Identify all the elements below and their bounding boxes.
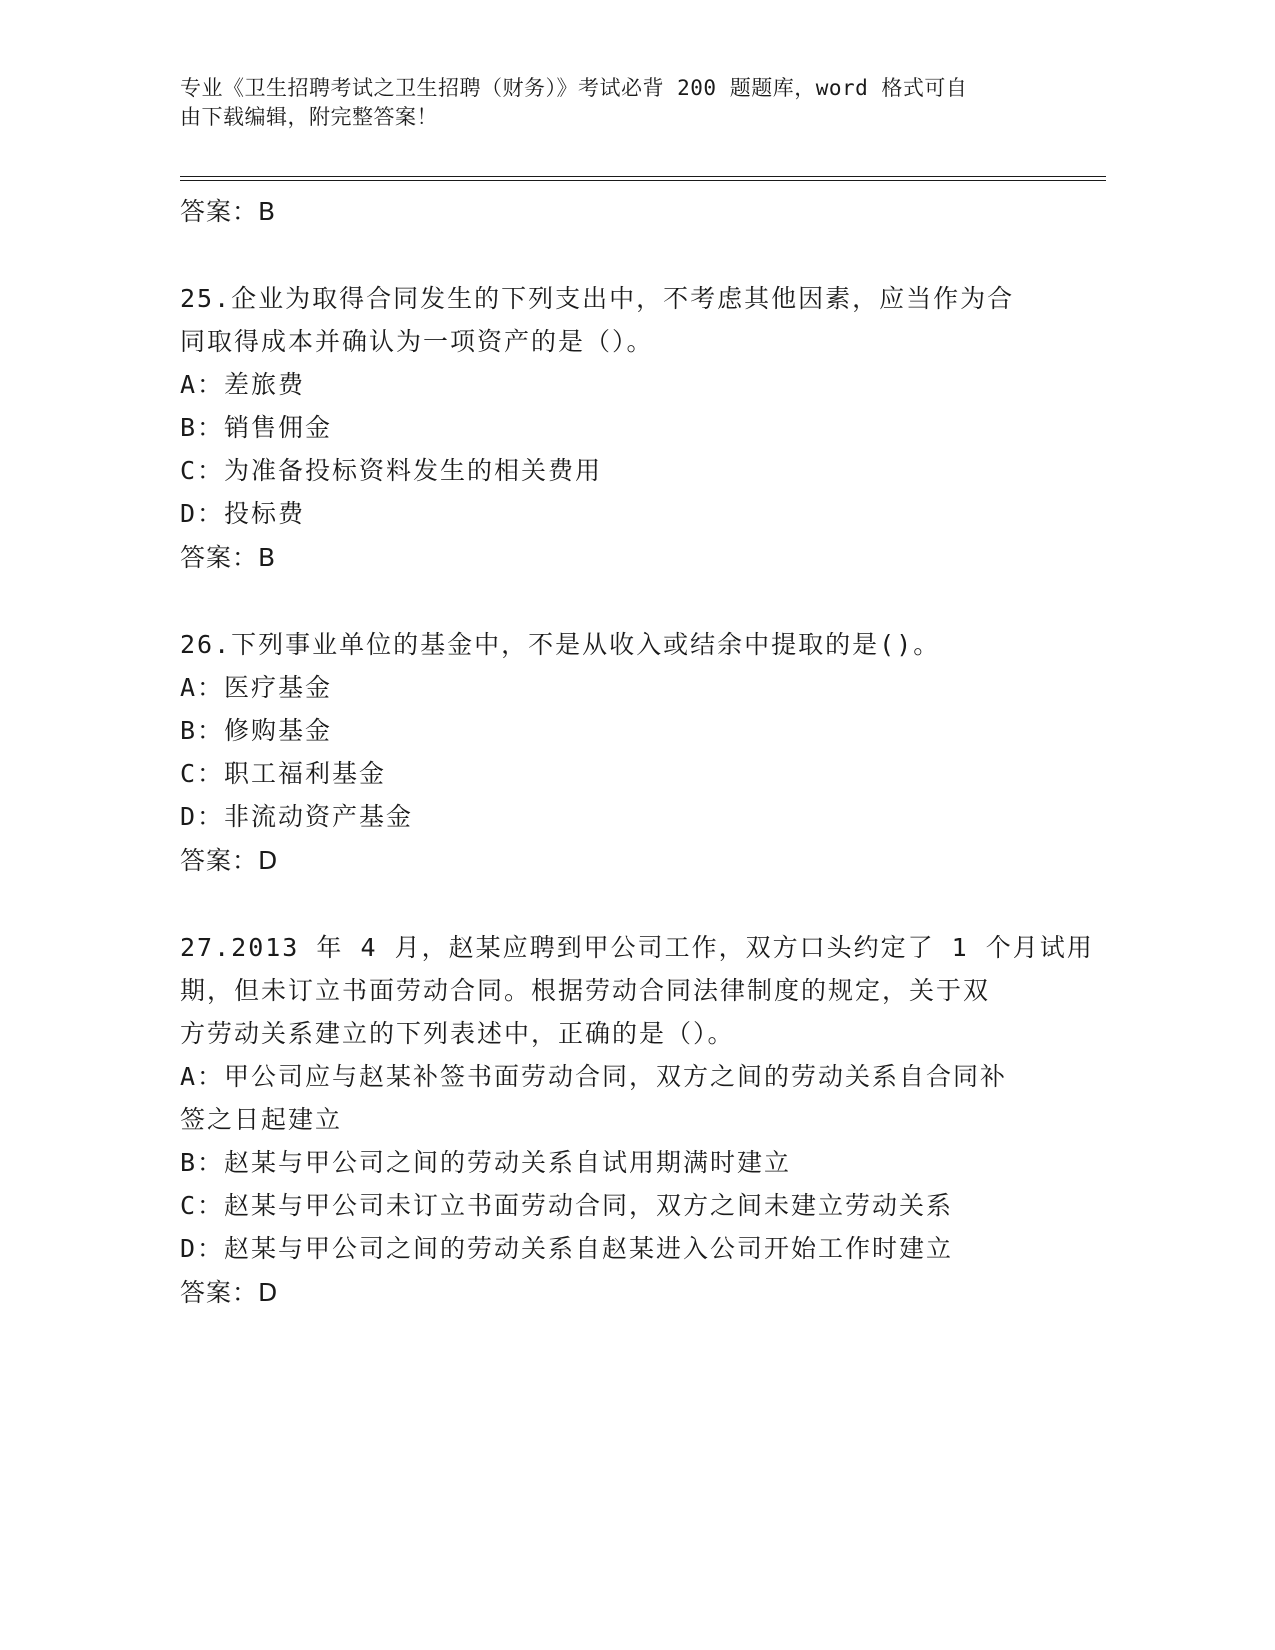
option-a: A：医疗基金 <box>180 673 333 702</box>
question-answer <box>180 535 1060 580</box>
option-d: D：非流动资产基金 <box>180 802 414 831</box>
spacer <box>180 580 1060 623</box>
answer-value: D <box>258 846 279 875</box>
option-a: A：差旅费 <box>180 370 306 399</box>
option-c: C：为准备投标资料发生的相关费用 <box>180 456 603 485</box>
answer-value: B <box>258 543 277 572</box>
spacer <box>180 234 1060 277</box>
question-stem-line: 期，但未订立书面劳动合同。根据劳动合同法律制度的规定，关于双 <box>180 976 991 1005</box>
document-header <box>180 74 1040 132</box>
option-b: B：修购基金 <box>180 716 333 745</box>
header-line-1: 专业《卫生招聘考试之卫生招聘（财务）》考试必背 200 题题库，word 格式可自 <box>180 76 968 100</box>
answer-label: 答案： <box>180 1278 259 1307</box>
previous-answer <box>180 189 1060 234</box>
question-27 <box>180 926 1094 1315</box>
answer-label: 答案： <box>180 543 259 572</box>
question-25 <box>180 277 1060 580</box>
option-b: B：销售佣金 <box>180 413 333 442</box>
question-26 <box>180 623 1060 883</box>
question-list <box>180 189 1094 1315</box>
option-b: B：赵某与甲公司之间的劳动关系自试用期满时建立 <box>180 1148 792 1177</box>
option-c: C：赵某与甲公司未订立书面劳动合同，双方之间未建立劳动关系 <box>180 1191 954 1220</box>
question-stem-line: 25.企业为取得合同发生的下列支出中，不考虑其他因素，应当作为合 <box>180 284 1015 313</box>
question-answer <box>180 1270 1060 1315</box>
option-d: D：投标费 <box>180 499 306 528</box>
question-stem-line: 方劳动关系建立的下列表述中，正确的是（）。 <box>180 1019 735 1048</box>
header-divider <box>180 176 1106 181</box>
question-stem-line: 26.下列事业单位的基金中，不是从收入或结余中提取的是()。 <box>180 630 941 659</box>
question-stem-line: 同取得成本并确认为一项资产的是（）。 <box>180 327 654 356</box>
question-answer <box>180 838 1060 883</box>
answer-value: D <box>258 1278 279 1307</box>
answer-label: 答案： <box>180 846 259 875</box>
answer-value: B <box>258 197 277 226</box>
header-line-2: 由下载编辑，附完整答案！ <box>180 105 438 129</box>
question-stem-line: 27.2013 年 4 月，赵某应聘到甲公司工作，双方口头约定了 1 个月试用 <box>180 933 1094 962</box>
answer-label: 答案： <box>180 197 259 226</box>
option-c: C：职工福利基金 <box>180 759 387 788</box>
option-a: A：甲公司应与赵某补签书面劳动合同，双方之间的劳动关系自合同补 <box>180 1062 1008 1091</box>
option-d: D：赵某与甲公司之间的劳动关系自赵某进入公司开始工作时建立 <box>180 1234 954 1263</box>
spacer <box>180 883 1060 926</box>
option-a-continued: 签之日起建立 <box>180 1105 343 1134</box>
